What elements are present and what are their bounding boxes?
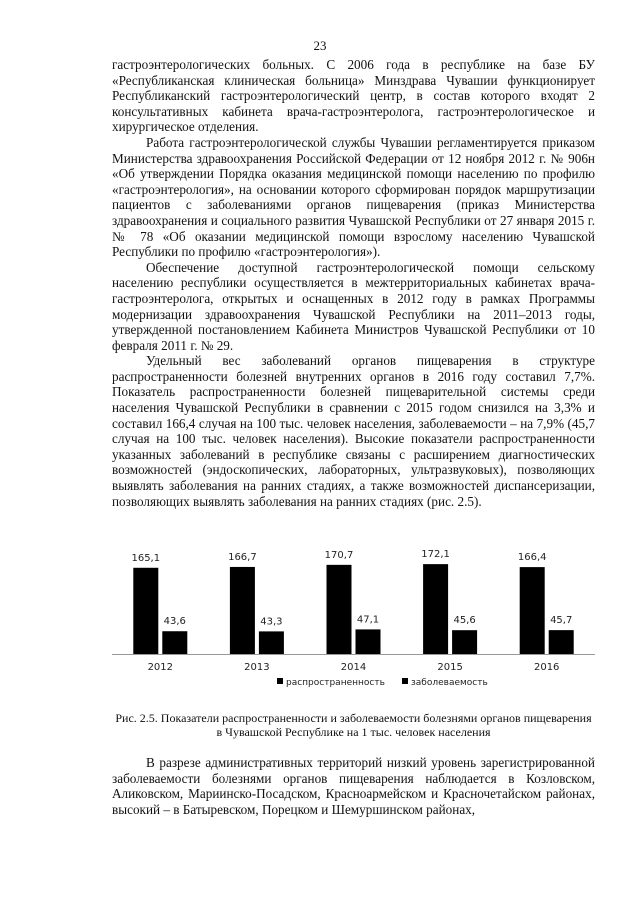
data-label-prevalence: 166,7: [228, 551, 257, 563]
body-text-bottom: [112, 755, 595, 817]
data-label-incidence: 45,7: [550, 615, 573, 627]
paragraph: Удельный вес заболеваний органов пищеварения в структуре распространенности болезней внутренних органов в 2016 году составил 7,7%. Показатель распространенности болезней пищеварительной системы среди населения Чувашской Республики в сравнении с 2015 годом снизился на 3,3% и составил 166,4 случая на 100 тыс. человек населения, заболеваемости – на 7,9% (45,7 случая на 100 тыс. человек населения). Высокие показатели распространенности указанных заболеваний в республике связаны с расширением диагностических возможностей (эндоскопических, лабораторных, ультразвуковых), позволяющих выявлять заболевания на ранних стадиях, а также возможностей диспансеризации, позволяющих выявлять заболевания на ранних стадиях (рис. 2.5).: [112, 353, 595, 509]
bar-prevalence: [327, 565, 352, 654]
figure-caption: Рис. 2.5. Показатели распространенности и заболеваемости болезнями органов пищеварения в Чувашской Республике на 1 тыс. человек населения: [115, 711, 592, 739]
bar-incidence: [162, 631, 187, 654]
x-tick-label: 2013: [244, 662, 270, 673]
legend-label: заболеваемость: [411, 678, 488, 688]
x-tick-label: 2016: [533, 662, 560, 673]
bar-incidence: [259, 631, 284, 654]
legend-swatch: [277, 678, 283, 684]
data-label-prevalence: 166,4: [517, 552, 547, 564]
data-label-prevalence: 172,1: [421, 549, 450, 561]
data-label-prevalence: 170,7: [324, 549, 354, 561]
paragraph: В разрезе административных территорий низкий уровень зарегистрированной заболеваемости болезнями органов пищеварения наблюдается в Козловском, Аликовском, Мариинско-Посадском, Красноармейском и Красночетайском районах, высокий – в Батыревском, Порецком и Шемуршинском районах,: [112, 755, 595, 817]
x-tick-label: 2015: [437, 662, 463, 673]
body-text-top: [112, 57, 595, 509]
data-label-incidence: 43,3: [260, 616, 283, 628]
data-label-incidence: 43,6: [163, 616, 186, 628]
bar-prevalence: [133, 568, 158, 654]
paragraph: Работа гастроэнтерологической службы Чувашии регламентируется приказом Министерства здравоохранения Российской Федерации от 12 ноября 2012 г. № 906н «Об утверждении Порядка оказания медицинской помощи населению по профилю «гастроэнтерология», на основании которого сформирован порядок маршрутизации пациентов с заболеваниями органов пищеварения (приказ Министерства здравоохранения и социального развития Чувашской Республики от 27 января 2015 г. № 78 «Об оказании медицинской помощи взрослому населению Чувашской Республики по профилю «гастроэнтерология»).: [112, 134, 595, 260]
legend-label: распространенность: [286, 678, 385, 688]
chart: [112, 540, 595, 695]
bar-chart: [112, 540, 595, 695]
bar-incidence: [356, 629, 381, 654]
data-label-prevalence: 165,1: [131, 552, 161, 564]
page-number: 23: [313, 38, 327, 53]
x-tick-label: 2014: [340, 662, 367, 673]
paragraph: Обеспечение доступной гастроэнтерологической помощи сельскому населению республики осуществляется в межтерриториальных кабинетах врача-гастроэнтеролога, открытых и оснащенных в 2012 году в рамках Программы модернизации здравоохранения Чувашской Республики на 2011–2013 годы, утвержденной постановлением Кабинета Министров Чувашской Республики от 10 февраля 2011 г. № 29.: [112, 259, 595, 353]
bar-prevalence: [230, 567, 255, 654]
legend-swatch: [402, 678, 408, 684]
paragraph: гастроэнтерологических больных. С 2006 года в республике на базе БУ «Республиканская клиническая больница» Минздрава Чувашии функционирует Республиканский гастроэнтерологический центр, в состав которого входят 2 консультативных кабинета врача-гастроэнтеролога, гастроэнтерологическое и хирургическое отделения.: [112, 57, 595, 135]
bar-prevalence: [423, 564, 448, 654]
data-label-incidence: 47,1: [356, 614, 380, 626]
bar-incidence: [549, 630, 574, 654]
bar-incidence: [452, 630, 477, 654]
data-label-incidence: 45,6: [453, 615, 476, 627]
bar-prevalence: [520, 567, 545, 654]
x-tick-label: 2012: [147, 662, 174, 673]
